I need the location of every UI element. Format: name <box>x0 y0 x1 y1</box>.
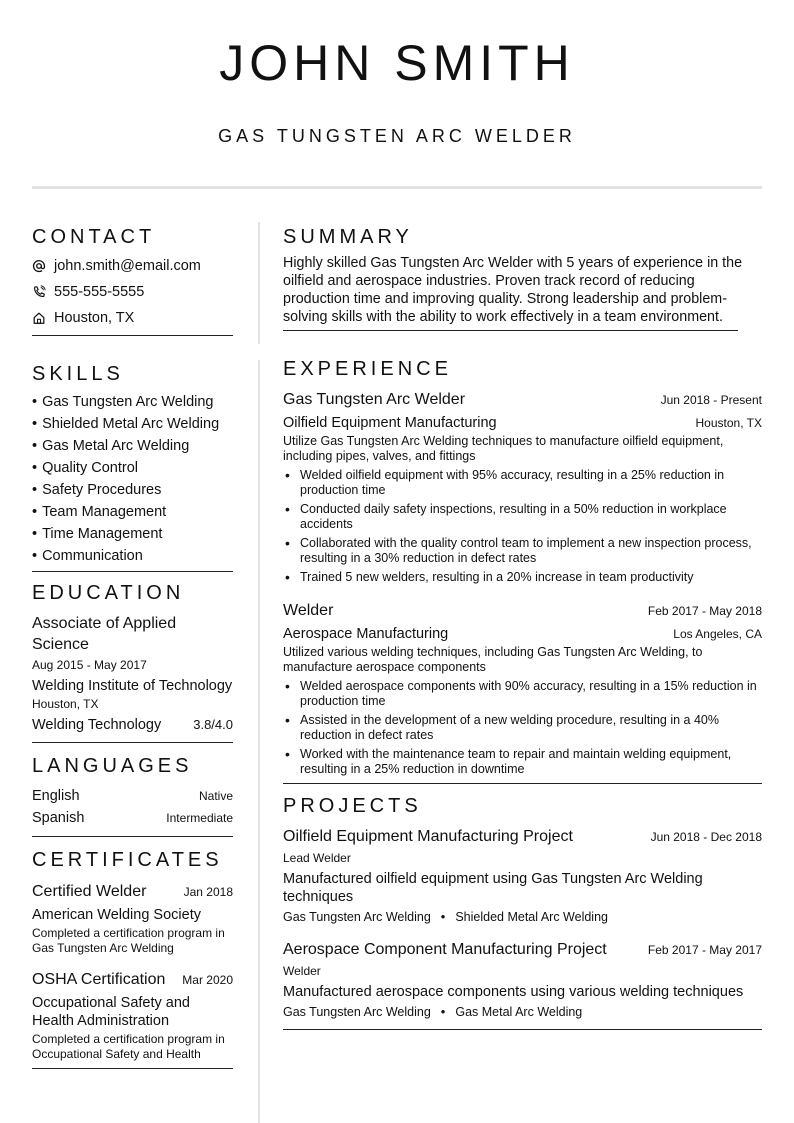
project-header <box>283 940 762 960</box>
job-description: Utilized various welding techniques, including Gas Tungsten Arc Welding, to manufacture aerospace components <box>283 645 703 674</box>
field-of-study: Welding Technology <box>32 717 162 733</box>
projects-heading: PROJECTS <box>283 795 422 817</box>
job-bullet: • Trained 5 new welders, resulting in a 20% increase in team productivity <box>283 570 762 585</box>
language-level: Native <box>198 789 233 803</box>
job-role: Gas Tungsten Arc Welder <box>283 391 466 408</box>
experience-divider <box>283 783 762 784</box>
project-dates: Jun 2018 - Dec 2018 <box>650 830 762 844</box>
certificates-divider <box>32 1068 233 1069</box>
education-section <box>32 580 233 743</box>
job-dates: Jun 2018 - Present <box>660 393 762 407</box>
language-row <box>32 785 233 807</box>
job-bullet: • Assisted in the development of a new welding procedure, resulting in a 40% reduction in defect rates <box>283 713 762 743</box>
certificate-issuer: American Welding Society <box>32 907 201 923</box>
education-divider <box>32 742 233 743</box>
languages-heading: LANGUAGES <box>32 755 193 777</box>
certificates-heading: CERTIFICATES <box>32 849 223 871</box>
skills-heading: SKILLS <box>32 363 124 385</box>
degree: Associate of Applied Science <box>32 615 177 653</box>
contact-location <box>32 305 233 331</box>
contact-section <box>32 224 233 336</box>
language-row <box>32 807 233 829</box>
project-entry <box>283 940 762 1019</box>
phone-icon <box>32 285 46 299</box>
project-role: Lead Welder <box>283 851 351 865</box>
job-company-row <box>283 413 762 433</box>
languages-divider <box>32 836 233 837</box>
column-divider <box>258 360 260 1123</box>
experience-heading: EXPERIENCE <box>283 358 452 380</box>
job-entry <box>283 390 762 585</box>
certificate-row <box>32 970 233 990</box>
skill-item: • Gas Metal Arc Welding <box>32 435 233 457</box>
certificate-name: Certified Welder <box>32 883 147 900</box>
experience-section <box>283 356 762 784</box>
job-bullets <box>283 468 762 585</box>
tag-separator: • <box>440 909 446 924</box>
project-dates: Feb 2017 - May 2017 <box>647 943 762 957</box>
summary-text: Highly skilled Gas Tungsten Arc Welder with 5 years of experience in the oilfield and aerospace industries. Proven track record of reducing production time and improving quality. Strong leadership and problem-solving skills with the ability to work effectively in a team environment. <box>283 255 743 325</box>
skill-item: • Shielded Metal Arc Welding <box>32 413 233 435</box>
project-name: Aerospace Component Manufacturing Project <box>283 941 607 958</box>
certificate-desc: Completed a certification program in Occupational Safety and Health <box>32 1032 225 1061</box>
job-company: Oilfield Equipment Manufacturing <box>283 415 497 431</box>
summary-divider <box>283 330 738 331</box>
left-column <box>32 224 233 1069</box>
job-bullet: • Welded oilfield equipment with 95% accuracy, resulting in a 25% reduction in production time <box>283 468 762 498</box>
skill-item: • Team Management <box>32 501 233 523</box>
location-text: Houston, TX <box>54 310 135 326</box>
skills-divider <box>32 571 233 572</box>
projects-section <box>283 793 762 1030</box>
school-location: Houston, TX <box>32 697 99 711</box>
skill-item: • Gas Tungsten Arc Welding <box>32 391 233 413</box>
skill-item: • Quality Control <box>32 457 233 479</box>
education-heading: EDUCATION <box>32 582 185 604</box>
project-tag: Gas Tungsten Arc Welding <box>283 909 431 924</box>
project-tag: Shielded Metal Arc Welding <box>455 909 608 924</box>
education-dates: Aug 2015 - May 2017 <box>32 658 147 672</box>
project-tags <box>283 909 762 924</box>
job-location: Los Angeles, CA <box>673 627 762 641</box>
certificate-date: Jan 2018 <box>183 885 233 899</box>
contact-phone[interactable] <box>32 279 233 305</box>
project-header <box>283 827 762 847</box>
contact-email[interactable] <box>32 253 233 279</box>
language-name: English <box>32 788 80 804</box>
job-bullet: • Collaborated with the quality control team to implement a new inspection process, resulting in a 30% reduction in defect rates <box>283 536 762 566</box>
school-name: Welding Institute of Technology <box>32 678 233 694</box>
at-icon <box>32 259 46 273</box>
job-company-row <box>283 624 762 644</box>
job-entry <box>283 601 762 777</box>
email-text: john.smith@email.com <box>54 258 201 274</box>
phone-text: 555-555-5555 <box>54 284 145 300</box>
job-description: Utilize Gas Tungsten Arc Welding techniques to manufacture oilfield equipment, including pipes, valves, and fittings <box>283 434 724 463</box>
project-description: Manufactured aerospace components using various welding techniques <box>283 984 744 1000</box>
project-tag: Gas Tungsten Arc Welding <box>283 1004 431 1019</box>
contact-heading: CONTACT <box>32 226 156 248</box>
certificate-issuer: Occupational Safety and Health Administration <box>32 995 190 1029</box>
job-header <box>283 601 762 621</box>
contact-divider <box>32 335 233 336</box>
project-tag: Gas Metal Arc Welding <box>455 1004 583 1019</box>
header-divider <box>32 186 762 189</box>
right-column <box>283 224 762 1030</box>
job-bullet: • Welded aerospace components with 90% accuracy, resulting in a 15% reduction in production time <box>283 679 762 709</box>
skill-item: • Safety Procedures <box>32 479 233 501</box>
project-tags <box>283 1004 762 1019</box>
projects-divider <box>283 1029 762 1030</box>
certificate-desc: Completed a certification program in Gas Tungsten Arc Welding <box>32 926 225 955</box>
certificate-row <box>32 882 233 902</box>
language-level: Intermediate <box>166 811 233 825</box>
tag-separator: • <box>440 1004 446 1019</box>
skill-item: • Communication <box>32 545 233 567</box>
job-dates: Feb 2017 - May 2018 <box>647 604 762 618</box>
column-divider-top <box>258 222 260 344</box>
project-name: Oilfield Equipment Manufacturing Project <box>283 828 573 845</box>
summary-heading: SUMMARY <box>283 226 413 248</box>
summary-section <box>283 224 762 331</box>
resume-title: GAS TUNGSTEN ARC WELDER <box>218 126 576 146</box>
language-name: Spanish <box>32 810 85 826</box>
languages-section <box>32 753 233 837</box>
project-role: Welder <box>283 964 321 978</box>
job-header <box>283 390 762 410</box>
job-bullets <box>283 679 762 777</box>
certificates-section <box>32 847 233 1069</box>
gpa: 3.8/4.0 <box>193 717 233 732</box>
job-company: Aerospace Manufacturing <box>283 626 449 642</box>
project-description: Manufactured oilfield equipment using Gas Tungsten Arc Welding techniques <box>283 871 703 905</box>
project-entry <box>283 827 762 924</box>
certificate-date: Mar 2020 <box>182 973 233 987</box>
skill-item: • Time Management <box>32 523 233 545</box>
home-icon <box>32 311 46 325</box>
job-role: Welder <box>283 602 334 619</box>
job-location: Houston, TX <box>695 416 762 430</box>
job-bullet: • Conducted daily safety inspections, resulting in a 50% reduction in workplace accidents <box>283 502 762 532</box>
education-field-row <box>32 715 233 735</box>
job-bullet: • Worked with the maintenance team to repair and maintain welding equipment, resulting in a 25% reduction in downtime <box>283 747 762 777</box>
resume-name: JOHN SMITH <box>219 35 575 91</box>
certificate-name: OSHA Certification <box>32 971 166 988</box>
skills-section <box>32 361 233 572</box>
